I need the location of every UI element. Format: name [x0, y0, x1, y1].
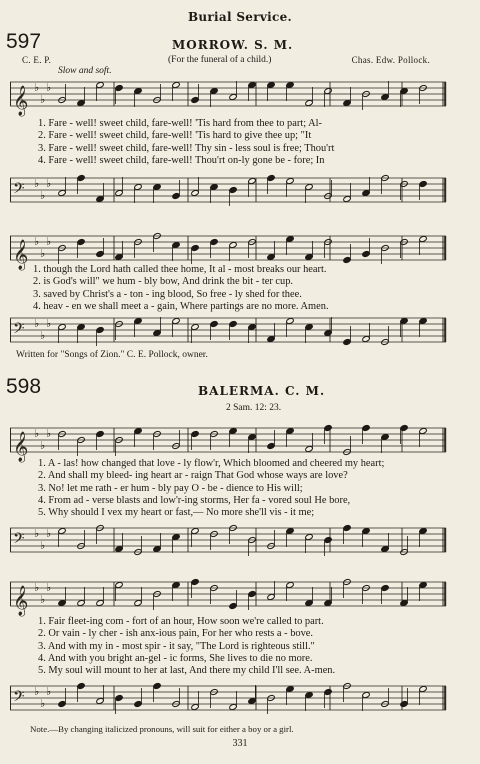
note-head	[400, 701, 408, 708]
flat-icon: ♭	[34, 236, 40, 248]
bass-staff	[10, 526, 446, 556]
note-head	[362, 336, 370, 343]
note-head	[305, 446, 313, 453]
note-head	[210, 88, 218, 95]
note-head	[419, 686, 427, 693]
page-number: 331	[232, 738, 248, 749]
note-head	[229, 242, 237, 249]
note-head	[400, 600, 408, 607]
verse-line: 4. Fare - well! sweet child, fare-well! Thou'rt on-ly gone be - fore; In	[38, 154, 325, 166]
verse-block	[38, 458, 384, 519]
note-head	[115, 582, 123, 589]
note-head	[134, 428, 142, 435]
flat-icon: ♭	[34, 686, 40, 698]
verse-line: 4. heav - en we shall meet a - gain, Where partings are no more. Amen.	[33, 300, 329, 312]
note-head	[286, 178, 294, 185]
note-head	[96, 327, 104, 334]
note-head	[77, 175, 85, 182]
hymn-occasion: (For the funeral of a child.)	[168, 55, 272, 65]
note-head	[381, 94, 389, 101]
flat-icon: ♭	[40, 190, 46, 202]
note-head	[305, 534, 313, 541]
note-head	[191, 324, 199, 331]
note-head	[172, 582, 180, 589]
note-head	[153, 330, 161, 337]
note-head	[229, 704, 237, 711]
note-head	[362, 692, 370, 699]
note-head	[153, 184, 161, 191]
note-head	[172, 534, 180, 541]
note-head	[286, 528, 294, 535]
note-head	[267, 336, 275, 343]
flat-icon: ♭	[40, 540, 46, 552]
page-header: Burial Service.	[187, 10, 293, 24]
note-head	[343, 339, 351, 346]
flat-icon: ♭	[40, 248, 46, 260]
hymn-number: 598	[6, 375, 42, 398]
bass-clef-icon: 𝄢	[13, 688, 25, 709]
hymn-author: C. E. P.	[22, 55, 52, 65]
note-head	[134, 701, 142, 708]
note-head	[286, 318, 294, 325]
note-head	[286, 428, 294, 435]
note-head	[343, 525, 351, 532]
verse-line: 3. No! let me rath - er hum - bly pay O - be - dience to His will;	[38, 482, 303, 494]
note-head	[248, 82, 256, 89]
note-head	[115, 254, 123, 261]
note-head	[324, 537, 332, 544]
note-head	[400, 318, 408, 325]
note-head	[343, 257, 351, 264]
note-head	[267, 82, 275, 89]
note-head	[305, 184, 313, 191]
verse-line: 4. And with you bright an-gel - ic forms, She lives to die no more.	[38, 652, 313, 664]
hymn-title: MORROW. S. M.	[172, 38, 294, 52]
note-head	[305, 324, 313, 331]
note-head	[267, 594, 275, 601]
note-head	[210, 184, 218, 191]
flat-icon: ♭	[46, 428, 52, 440]
flat-icon: ♭	[46, 582, 52, 594]
tempo-marking: Slow and soft.	[58, 66, 112, 76]
note-head	[229, 187, 237, 194]
note-head	[305, 600, 313, 607]
verse-block	[33, 264, 329, 313]
note-head	[362, 251, 370, 258]
note-head	[191, 528, 199, 535]
note-head	[134, 318, 142, 325]
bass-staff	[10, 684, 446, 714]
note-head	[77, 600, 85, 607]
note-head	[115, 85, 123, 92]
footnote: Written for "Songs of Zion." C. E. Pollock, owner.	[16, 350, 208, 360]
note-head	[96, 82, 104, 89]
note-head	[381, 434, 389, 441]
verse-line: 1. Fair fleet-ing com - fort of an hour, How soon we're called to part.	[38, 616, 324, 627]
verse-line: 2. Or vain - ly cher - ish anx-ious pain, For her who rests a - bove.	[38, 628, 313, 640]
note-head	[58, 190, 66, 197]
note-head	[343, 100, 351, 107]
verse-line: 1. though the Lord hath called thee home, It al - most breaks our heart.	[33, 264, 327, 275]
note-head	[58, 528, 66, 535]
note-head	[58, 701, 66, 708]
note-head	[229, 428, 237, 435]
flat-icon: ♭	[40, 440, 46, 452]
note-head	[248, 324, 256, 331]
note-head	[172, 242, 180, 249]
verse-line: 4. From ad - verse blasts and low'r-ing storms, Her fa - vored soul He bore,	[38, 494, 351, 506]
note-head	[362, 190, 370, 197]
flat-icon: ♭	[46, 236, 52, 248]
note-head	[96, 196, 104, 203]
bass-staff	[10, 176, 446, 206]
verse-line: 2. Fare - well! sweet child, fare-well! 'Tis hard to give thee up; "It	[38, 130, 312, 142]
note-head	[134, 88, 142, 95]
treble-clef-icon: 𝄞	[13, 86, 29, 116]
note-head	[324, 330, 332, 337]
note-head	[419, 528, 427, 535]
note: Note.—By changing italicized pronouns, will suit for either a boy or a girl.	[30, 724, 294, 734]
note-head	[362, 528, 370, 535]
note-head	[324, 88, 332, 95]
verse-line: 2. is God's will" we hum - bly bow, And drink the bit - ter cup.	[33, 276, 293, 288]
note-head	[419, 181, 427, 188]
verse-line: 5. Why should I vex my heart or fast,— No more she'll vis - it me;	[38, 507, 315, 519]
note-head	[381, 585, 389, 592]
flat-icon: ♭	[46, 528, 52, 540]
note-head	[115, 695, 123, 702]
flat-icon: ♭	[46, 318, 52, 330]
note-head	[400, 425, 408, 432]
note-head	[96, 431, 104, 438]
bass-staff	[10, 316, 446, 346]
note-head	[248, 434, 256, 441]
note-head	[210, 321, 218, 328]
note-head	[286, 82, 294, 89]
flat-icon: ♭	[40, 94, 46, 106]
verse-line: 3. saved by Christ's a - ton - ing blood, So free - ly shed for thee.	[33, 288, 302, 300]
note-head	[343, 196, 351, 203]
note-head	[305, 100, 313, 107]
bass-clef-icon: 𝄢	[13, 320, 25, 341]
note-head	[96, 698, 104, 705]
flat-icon: ♭	[40, 698, 46, 710]
note-head	[381, 546, 389, 553]
note-head	[324, 425, 332, 432]
hymn-title: BALERMA. C. M.	[198, 384, 326, 398]
note-head	[419, 236, 427, 243]
verse-line: 3. Fare - well! sweet child, fare-well! Thy sin - less soul is free; Thou'rt	[38, 142, 335, 154]
note-head	[267, 254, 275, 261]
note-head	[77, 324, 85, 331]
note-head	[267, 443, 275, 450]
note-head	[172, 193, 180, 200]
note-head	[267, 175, 275, 182]
note-head	[172, 82, 180, 89]
flat-icon: ♭	[34, 582, 40, 594]
note-head	[191, 190, 199, 197]
flat-icon: ♭	[46, 686, 52, 698]
note-head	[286, 582, 294, 589]
note-head	[191, 97, 199, 104]
note-head	[210, 239, 218, 246]
bass-clef-icon: 𝄢	[13, 530, 25, 551]
flat-icon: ♭	[40, 330, 46, 342]
flat-icon: ♭	[34, 528, 40, 540]
note-head	[305, 254, 313, 261]
verse-line: 1. Fare - well! sweet child, fare-well! 'Tis hard from thee to part; Al-	[38, 118, 322, 129]
note-head	[248, 178, 256, 185]
verse-block	[38, 118, 334, 167]
flat-icon: ♭	[34, 82, 40, 94]
note-head	[115, 190, 123, 197]
hymn-number: 597	[6, 30, 42, 53]
note-head	[248, 591, 256, 598]
note-head	[77, 239, 85, 246]
note-head	[191, 245, 199, 252]
note-head	[229, 321, 237, 328]
note-head	[419, 318, 427, 325]
verse-line: 2. And shall my bleed- ing heart ar - raign That God whose ways are love?	[38, 470, 348, 482]
verse-block	[38, 616, 335, 677]
treble-clef-icon: 𝄞	[13, 586, 29, 616]
note-head	[229, 94, 237, 101]
note-head	[58, 324, 66, 331]
note-head	[134, 600, 142, 607]
note-head	[191, 704, 199, 711]
flat-icon: ♭	[46, 82, 52, 94]
note-head	[324, 689, 332, 696]
hymn-composer: Chas. Edw. Pollock.	[351, 55, 430, 65]
note-head	[153, 546, 161, 553]
treble-clef-icon: 𝄞	[13, 240, 29, 270]
note-head	[77, 100, 85, 107]
note-head	[191, 431, 199, 438]
note-head	[400, 88, 408, 95]
note-head	[96, 600, 104, 607]
note-head	[248, 698, 256, 705]
verse-line: 1. A - las! how changed that love - ly flow'r, Which bloomed and cheered my heart;	[38, 458, 385, 469]
flat-icon: ♭	[34, 318, 40, 330]
note-head	[134, 184, 142, 191]
flat-icon: ♭	[46, 178, 52, 190]
note-head	[229, 603, 237, 610]
treble-staff	[10, 426, 446, 462]
verse-line: 5. My soul will mount to her at last, And there my child I'll see. A-men.	[38, 665, 336, 677]
note-head	[419, 582, 427, 589]
flat-icon: ♭	[34, 178, 40, 190]
note-head	[305, 692, 313, 699]
treble-clef-icon: 𝄞	[13, 432, 29, 462]
note-head	[362, 425, 370, 432]
note-head	[419, 428, 427, 435]
note-head	[77, 683, 85, 690]
flat-icon: ♭	[40, 594, 46, 606]
note-head	[115, 546, 123, 553]
note-head	[58, 600, 66, 607]
note-head	[191, 579, 199, 586]
treble-staff	[10, 580, 446, 616]
flat-icon: ♭	[34, 428, 40, 440]
note-head	[172, 318, 180, 325]
note-head	[153, 683, 161, 690]
scripture-reference: 2 Sam. 12: 23.	[226, 403, 282, 413]
bass-clef-icon: 𝄢	[13, 180, 25, 201]
note-head	[324, 600, 332, 607]
note-head	[96, 251, 104, 258]
note-head	[286, 236, 294, 243]
treble-staff	[10, 80, 446, 116]
verse-line: 3. And with my in - most spir - it say, "The Lord is righteous still."	[38, 640, 315, 652]
note-head	[286, 686, 294, 693]
